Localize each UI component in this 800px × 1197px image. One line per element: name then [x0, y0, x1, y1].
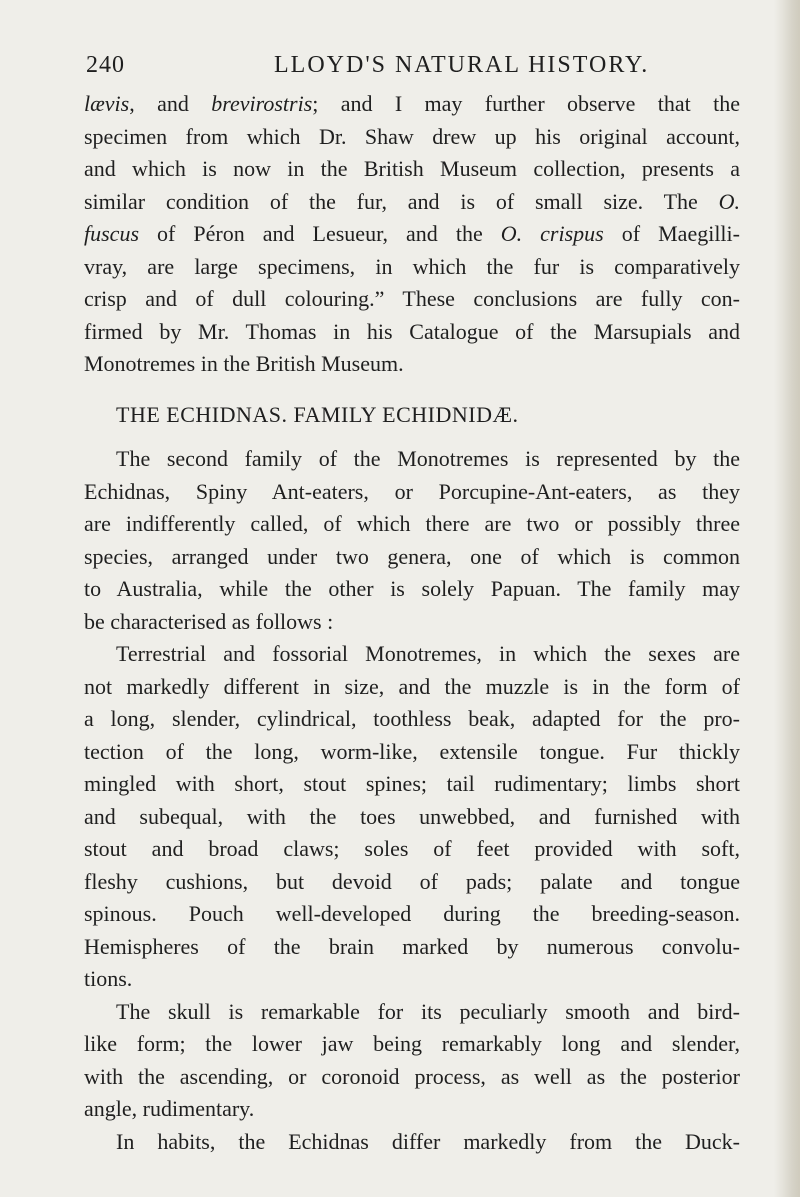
text-line: tection of the long, worm-like, extensile tongue. Fur thickly [84, 738, 740, 764]
text-line: species, arranged under two genera, one of which is common [84, 543, 740, 569]
text-line: crisp and of dull colouring.” These conclusions are fully con- [84, 286, 740, 311]
section-heading: THE ECHIDNAS. FAMILY ECHIDNIDÆ. [116, 401, 519, 427]
text-line: The skull is remarkable for its peculiarly smooth and bird- [116, 998, 740, 1024]
text-line: vray, are large specimens, in which the fur is comparatively [84, 253, 740, 279]
text-line: similar condition of the fur, and is of small size. The O. [84, 188, 740, 214]
body-text [84, 88, 740, 1158]
text-line: a long, slender, cylindrical, toothless beak, adapted for the pro- [84, 706, 740, 731]
text-line: with the ascending, or coronoid process, as well as the posterior [84, 1063, 740, 1089]
text-line: stout and broad claws; soles of feet provided with soft, [84, 836, 740, 861]
page-edge-shadow [774, 0, 800, 1197]
text-line: be characterised as follows : [84, 608, 334, 634]
paragraph-family-intro [84, 443, 740, 638]
text-line: spinous. Pouch well-developed during the breeding-season. [84, 901, 740, 926]
text-line: to Australia, while the other is solely Papuan. The family may [84, 576, 740, 601]
text-line: and which is now in the British Museum collection, presents a [84, 156, 740, 181]
paragraph-platypus-conclusion [84, 88, 740, 381]
text-line: fleshy cushions, but devoid of pads; palate and tongue [84, 868, 740, 894]
text-line: fuscus of Péron and Lesueur, and the O. crispus of Maegilli- [84, 221, 740, 246]
running-head: LLOYD'S NATURAL HISTORY. [274, 52, 650, 78]
text-line: mingled with short, stout spines; tail rudimentary; limbs short [84, 771, 740, 796]
text-line: Terrestrial and fossorial Monotremes, in which the sexes are [116, 641, 740, 666]
page-header [86, 52, 766, 84]
page-number: 240 [86, 52, 125, 78]
paragraph-habits [84, 1126, 740, 1159]
text-line: tions. [84, 966, 133, 991]
text-line: and subequal, with the toes unwebbed, and furnished with [84, 803, 740, 829]
text-line: Monotremes in the British Museum. [84, 351, 404, 376]
text-line: Hemispheres of the brain marked by numerous convolu- [84, 933, 740, 959]
paragraph-characters [84, 638, 740, 996]
paragraph-skull [84, 996, 740, 1126]
text-line: specimen from which Dr. Shaw drew up his original account, [84, 123, 740, 149]
text-line: not markedly different in size, and the muzzle is in the form of [84, 673, 740, 699]
text-line: are indifferently called, of which there are two or possibly three [84, 511, 740, 536]
text-line: firmed by Mr. Thomas in his Catalogue of the Marsupials and [84, 318, 740, 344]
text-line: angle, rudimentary. [84, 1096, 255, 1121]
text-line: Echidnas, Spiny Ant-eaters, or Porcupine-Ant-eaters, as they [84, 478, 740, 504]
text-line: lævis, and brevirostris; and I may further observe that the [84, 91, 740, 116]
text-line: like form; the lower jaw being remarkably long and slender, [84, 1031, 740, 1056]
text-line: The second family of the Monotremes is represented by the [116, 446, 740, 471]
text-line: In habits, the Echidnas differ markedly from the Duck- [116, 1128, 740, 1154]
